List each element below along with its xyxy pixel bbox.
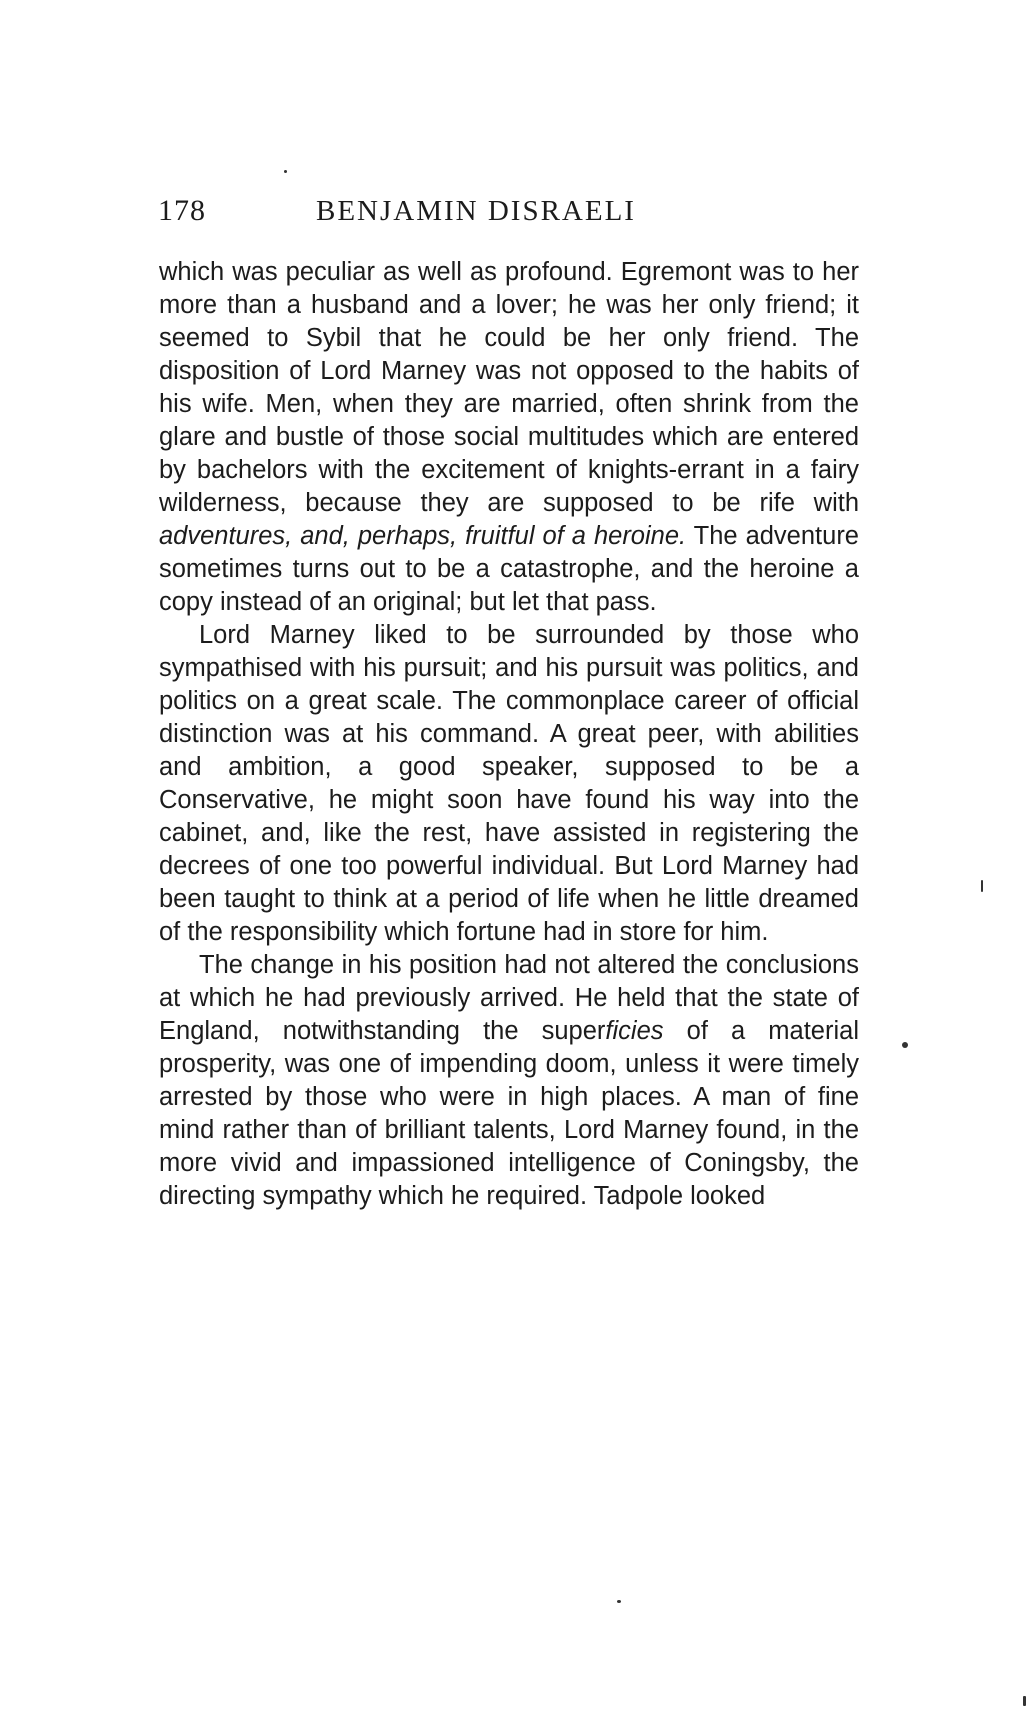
- paragraph-3: [159, 949, 859, 1213]
- paragraph-1-text-a: which was peculiar as well as profound. Egremont was to her more than a husband and a lover; he was her only friend; it seemed to Sybil that he could be her only friend. The disposition of Lord Marney was not opposed to the habits of his wife. Men, when they are married, often shrink from the glare and bustle of those social multitudes which are entered by bachelors with the excitement of knights-errant in a fairy wilderness, because they are supposed to be rife with: [159, 258, 859, 517]
- running-head: BENJAMIN DISRAELI: [316, 195, 636, 227]
- scan-speck: [902, 1042, 908, 1048]
- paragraph-1: [159, 256, 859, 619]
- scan-speck: [617, 1600, 621, 1603]
- paragraph-3-italic: ficies: [605, 1017, 664, 1045]
- page-header: [158, 186, 858, 236]
- paragraph-3-text-a: The change in his position had not altered the conclusions at which he had previously arrived. He held that the state of England, notwithstanding the super: [159, 951, 859, 1045]
- scan-speck: [981, 880, 983, 892]
- paragraph-1-text-b: The adventure sometimes turns out to be a catastrophe, and the heroine a copy instead of an original; but let that pass.: [159, 522, 859, 616]
- paragraph-2: Lord Marney liked to be surrounded by those who sympathised with his pursuit; and his pursuit was politics, and politics on a great scale. The commonplace career of official distinction was at his command. A great peer, with abilities and ambition, a good speaker, supposed to be a Conservative, he might soon have found his way into the cabinet, and, like the rest, have assisted in registering the decrees of one too powerful individual. But Lord Marney had been taught to think at a period of life when he little dreamed of the responsibility which fortune had in store for him.: [159, 621, 859, 946]
- scan-speck: [1023, 1696, 1026, 1706]
- paragraph-3-text-b: of a material prosperity, was one of impending doom, unless it were timely arrested by those who were in high places. A man of fine mind rather than of brilliant talents, Lord Marney found, in the more vivid and impassioned intelligence of Coningsby, the directing sympathy which he required. Tadpole looked: [159, 1017, 859, 1210]
- scan-speck: [284, 170, 287, 173]
- body-text: [159, 256, 859, 1213]
- page-number: 178: [158, 194, 206, 227]
- paragraph-1-italic: adventures, and, perhaps, fruitful of a heroine.: [159, 522, 687, 550]
